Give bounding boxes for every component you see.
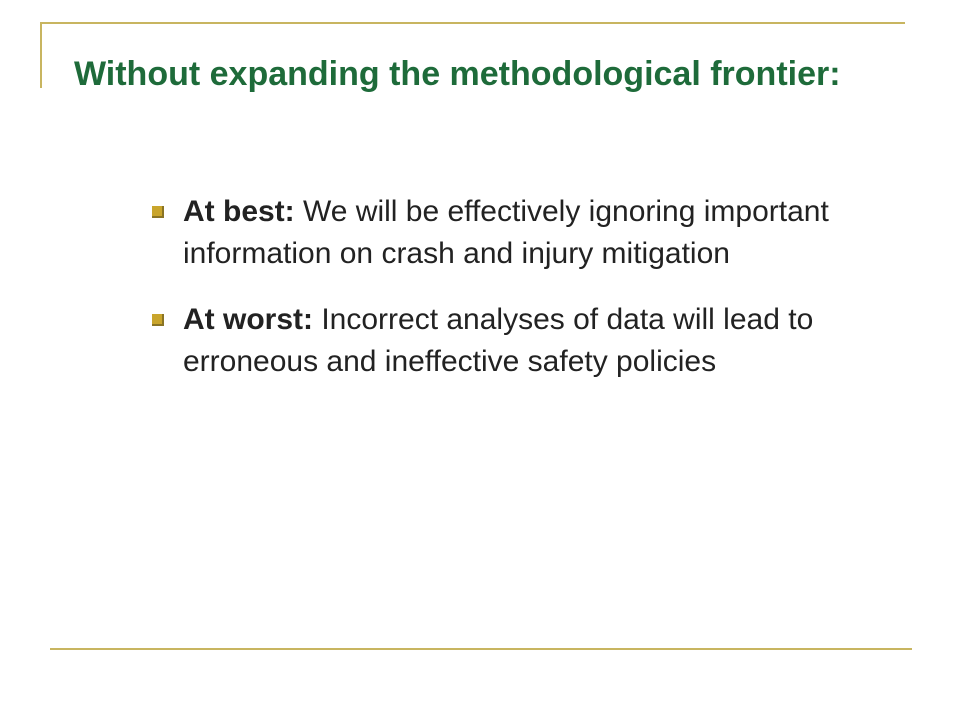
square-bullet-icon bbox=[152, 314, 164, 326]
bullet-text: Incorrect analyses of data will lead to erroneous and ineffective safety policies bbox=[183, 303, 814, 378]
square-bullet-icon bbox=[152, 206, 164, 218]
frame-line-top bbox=[40, 22, 905, 24]
frame-line-bottom bbox=[50, 648, 912, 650]
bullet-item-at-best bbox=[148, 191, 868, 275]
bullet-item-at-worst bbox=[148, 299, 868, 383]
bullet-lead: At worst: bbox=[183, 303, 322, 336]
frame-line-left bbox=[40, 22, 42, 88]
bullet-lead: At best: bbox=[183, 195, 303, 228]
bullet-text: We will be effectively ignoring important information on crash and injury mitigation bbox=[183, 195, 829, 270]
slide-title: Without expanding the methodological frontier: bbox=[74, 55, 841, 93]
bullet-list bbox=[148, 191, 868, 383]
